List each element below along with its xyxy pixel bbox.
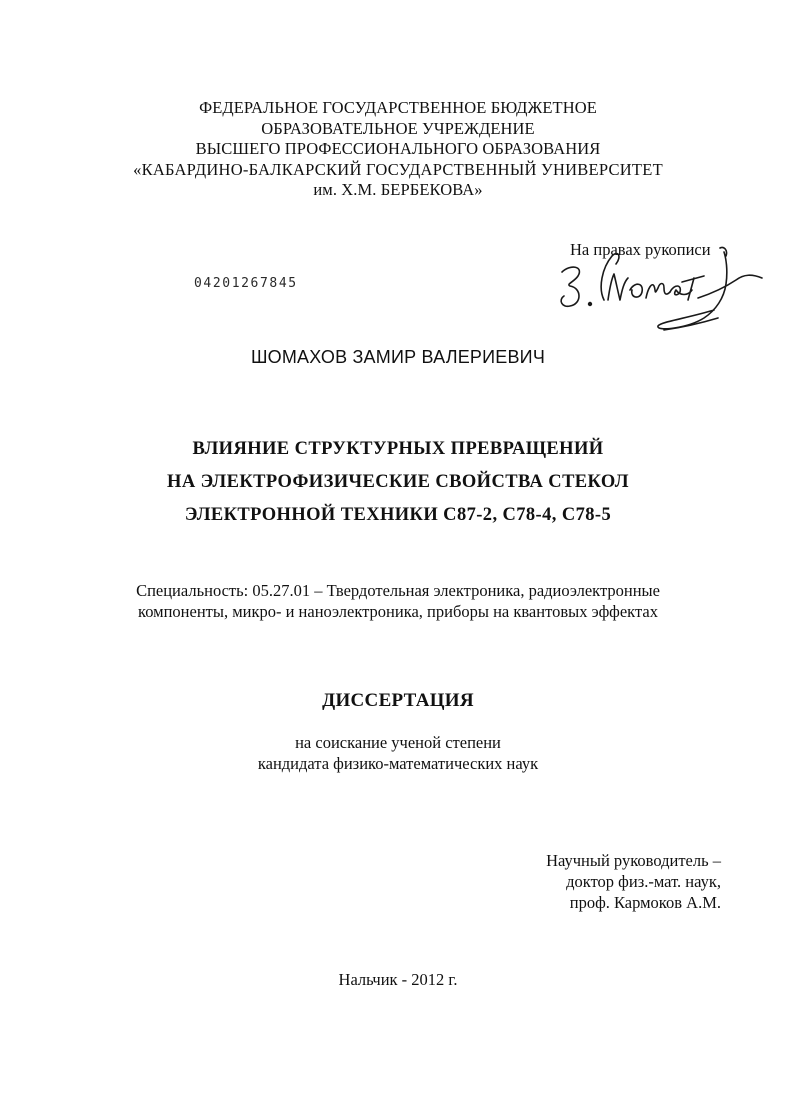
supervisor-line: доктор физ.-мат. наук, <box>566 872 721 891</box>
institution-line: «КАБАРДИНО-БАЛКАРСКИЙ ГОСУДАРСТВЕННЫЙ УНИВЕРСИТЕТ <box>133 159 663 179</box>
institution-line: им. Х.М. БЕРБЕКОВА» <box>313 180 483 199</box>
manuscript-rights-note: На правах рукописи <box>570 240 711 259</box>
supervisor-line: Научный руководитель – <box>546 851 721 870</box>
degree-line: кандидата физико-математических наук <box>257 753 539 773</box>
dissertation-title <box>0 433 796 532</box>
title-line: НА ЭЛЕКТРОФИЗИЧЕСКИЕ СВОЙСТВА СТЕКОЛ <box>167 472 629 492</box>
institution-line: ВЫСШЕГО ПРОФЕССИОНАЛЬНОГО ОБРАЗОВАНИЯ <box>195 139 601 158</box>
institution-line: ОБРАЗОВАТЕЛЬНОЕ УЧРЕЖДЕНИЕ <box>261 118 535 138</box>
inventory-number: 04201267845 <box>194 276 298 291</box>
place-and-year: Нальчик - 2012 г. <box>338 970 458 989</box>
document-type: ДИССЕРТАЦИЯ <box>322 690 474 711</box>
title-line: ВЛИЯНИЕ СТРУКТУРНЫХ ПРЕВРАЩЕНИЙ <box>192 439 604 459</box>
specialty-line: Специальность: 05.27.01 – Твердотельная электроника, радиоэлектронные <box>136 581 660 600</box>
specialty <box>0 580 796 622</box>
degree-info <box>0 733 796 774</box>
handwritten-signature <box>548 238 773 338</box>
specialty-line: компоненты, микро- и наноэлектроника, приборы на квантовых эффектах <box>138 602 658 621</box>
degree-line: на соискание ученой степени <box>295 733 501 752</box>
author-name: ШОМАХОВ ЗАМИР ВАЛЕРИЕВИЧ <box>250 347 546 367</box>
supervisor-info <box>546 850 721 913</box>
institution-line: ФЕДЕРАЛЬНОЕ ГОСУДАРСТВЕННОЕ БЮДЖЕТНОЕ <box>199 98 597 117</box>
title-line: ЭЛЕКТРОННОЙ ТЕХНИКИ С87-2, С78-4, С78-5 <box>184 505 612 525</box>
supervisor-line: проф. Кармоков А.М. <box>569 893 721 912</box>
institution-header <box>0 98 796 201</box>
